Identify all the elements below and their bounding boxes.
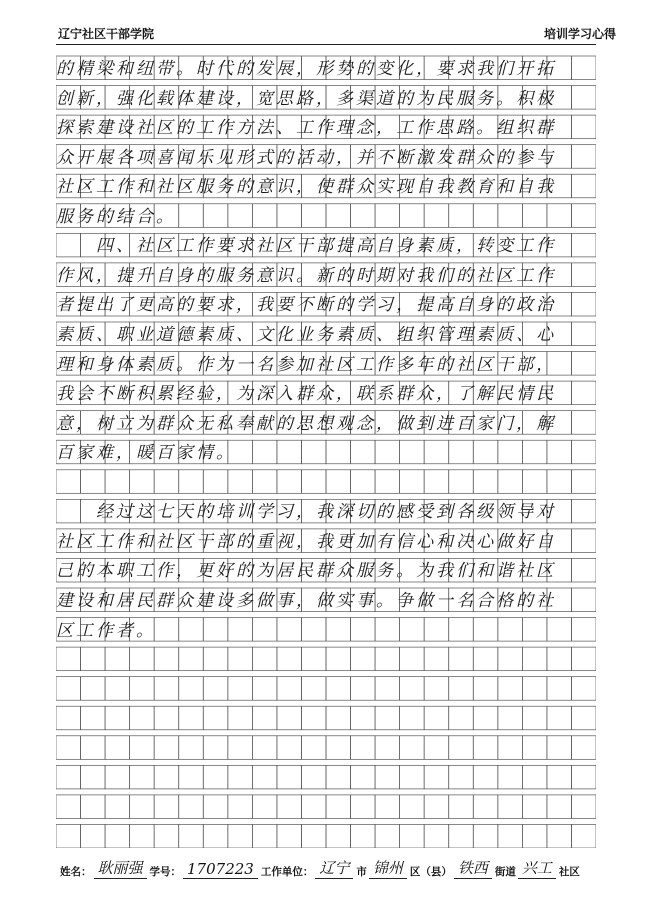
text-line: 意 ， 树 立 为 群 众 无 私 奉 献 的 思 想 观 念 ， 做 到 进 百 家 门 ， 解 [56,413,552,434]
text-line [56,736,596,760]
text-line [56,647,596,671]
text-line [56,706,596,730]
province-value: 辽宁 [315,857,353,879]
text-line: 建 设 和 居 民 群 众 建 设 多 做 事 ， 做 实 事 。 争 做 一 名 合 格 的 社 [56,591,552,611]
text-line [56,470,596,494]
text-line: 者 提 出 了 更 高 的 要 求 ， 我 要 不 断 的 学 习 ， 提 高 自 身 的 政 治 [56,295,552,316]
community-label: 社区 [558,866,580,878]
text-line: 作 风 ， 提 升 自 身 的 服 务 意 识 。 新 的 时 期 对 我 们 的 社 区 工 作 [56,265,552,286]
city-value: 锦州 [369,857,407,879]
text-line: 己 的 本 职 工 作 ， 更 好 的 为 居 民 群 众 服 务 。 为 我 们 和 谐 社 区 [56,561,552,582]
text-line: 四 、 社 区 工 作 要 求 社 区 干 部 提 高 自 身 素 质 ， 转 变 工 作 [56,236,552,257]
text-line: 区 工 作 者 。 [56,620,152,641]
text-line: 素 质 、 职 业 道 德 素 质 、 文 化 业 务 素 质 、 组 织 管 理 素 质 、 心 [56,325,552,345]
text-line: 的 精 梁 和 纽 带 。 时 代 的 发 展 ， 形 势 的 变 化 ， 要 求 我 们 开 拓 [56,59,552,79]
city-label: 市 [356,866,367,878]
text-line [56,677,596,701]
text-line [56,765,596,789]
street-value: 兴工 [518,857,556,879]
text-line: 百 家 难 ， 暖 百 家 情 。 [56,443,232,464]
text-line: 众 开 展 各 项 喜 闻 乐 见 形 式 的 活 动 ， 并 不 断 激 发 群 众 的 参 与 [56,147,552,168]
id-label: 学号： [149,866,182,878]
text-line: 探 索 建 设 社 区 的 工 作 方 法 、 工 作 理 念 ， 工 作 思 路 。 组 织 群 [56,118,552,139]
text-line: 社 区 工 作 和 社 区 干 部 的 重 视 ， 我 更 加 有 信 心 和 决 心 做 好 自 [56,531,552,552]
header-divider [56,44,596,45]
text-line: 我 会 不 断 积 累 经 验 ， 为 深 入 群 众 ， 联 系 群 众 ， 了 解 民 情 民 [56,384,552,405]
text-line: 理 和 身 体 素 质 。 作 为 一 名 参 加 社 区 工 作 多 年 的 社 区 干 部 ， [56,354,552,375]
footer-info [60,857,600,879]
name-label: 姓名： [60,866,92,878]
text-line: 社 区 工 作 和 社 区 服 务 的 意 识 ， 使 群 众 实 现 自 我 教 育 和 自 我 [56,177,552,198]
id-value: 1707223 [183,860,258,879]
header-document-title: 培训学习心得 [543,27,616,41]
header-institute-name: 辽宁社区干部学院 [58,27,155,41]
text-line: 创 新 ， 强 化 载 体 建 设 ， 宽 思 路 ， 多 渠 道 的 为 民 服 务 。 积 极 [56,88,552,109]
street-label: 街道 [494,866,516,878]
district-value: 铁西 [454,857,492,879]
unit-label: 工作单位： [260,866,314,878]
text-line: 服 务 的 结 合 。 [56,206,172,227]
district-label: 区（县） [409,866,452,878]
name-value: 耿丽强 [94,857,147,879]
text-line [56,824,596,848]
text-line [56,795,596,819]
text-line: 经 过 这 七 天 的 培 训 学 习 ， 我 深 切 的 感 受 到 各 级 领 导 对 [56,502,552,523]
